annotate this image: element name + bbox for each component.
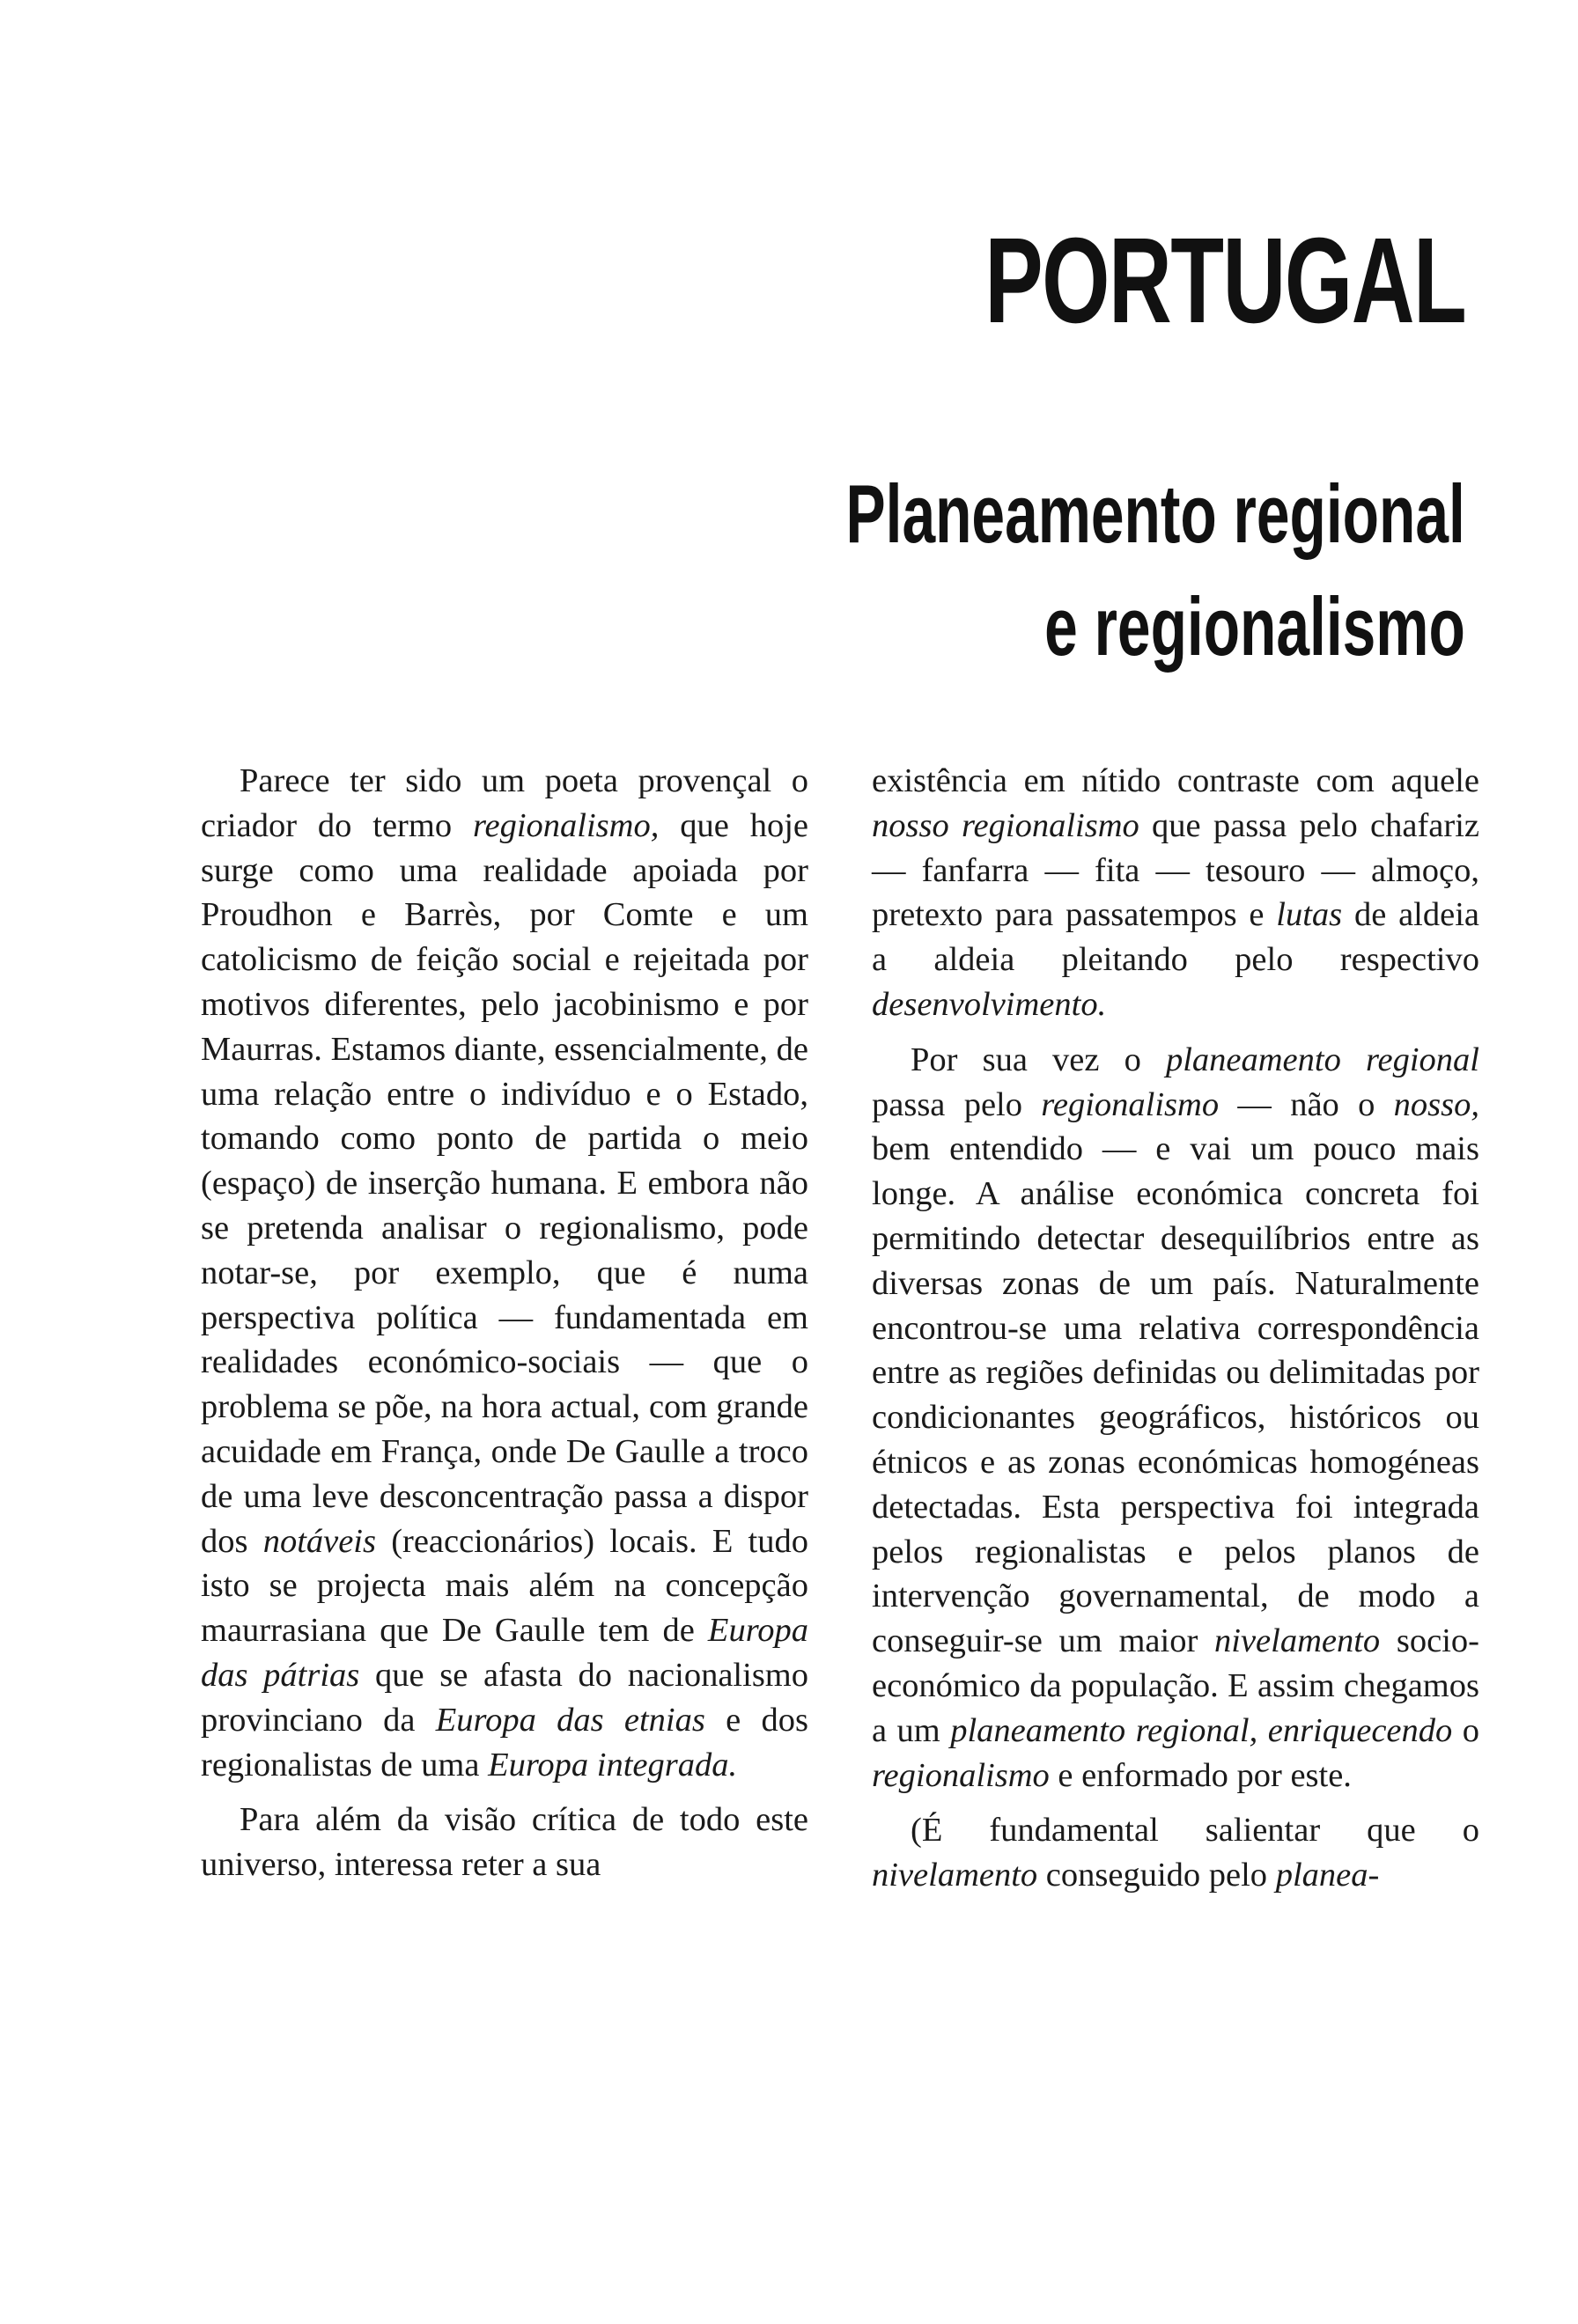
- text-run: que hoje surge como uma realidade apoiada por Proudhon e Barrès, por Comte e um catolicismo de feição social e rejeitada por motivos diferentes, pelo jacobinismo e por Maurras. Estamos diante, essencialmente, de uma relação entre o indivíduo e o Estado, tomando como ponto de partida o meio (espaço) de inserção humana. E embora não se pretenda analisar o regionalismo, pode notar-se, por exemplo, que é numa perspectiva política — fundamentada em realidades económico-sociais — que o problema se põe, na hora actual, com grande acuidade em França, onde De Gaulle a troco de uma leve desconcentração passa a dispor dos: [201, 806, 808, 1560]
- italic-run: lutas: [1276, 896, 1343, 934]
- text-run: Para além da visão crítica de todo este universo, interessa reter a sua: [201, 1801, 808, 1884]
- italic-run: regionalismo: [872, 1756, 1050, 1794]
- italic-run: nosso,: [1393, 1085, 1479, 1123]
- text-run: — não o: [1219, 1085, 1394, 1123]
- text-run: (É fundamental salientar que o: [911, 1812, 1479, 1850]
- italic-run: Europa das pátrias: [201, 1612, 808, 1694]
- paragraph-1: [201, 759, 808, 1787]
- text-run: que se afasta do nacionalismo provinciano da: [201, 1656, 808, 1739]
- paragraph-2: [201, 1798, 808, 1887]
- text-run: e dos regionalistas de uma: [201, 1701, 808, 1783]
- subtitle-line-1: Planeamento regional: [845, 467, 1465, 560]
- italic-run: Europa integrada.: [488, 1746, 738, 1783]
- text-run: [1257, 1712, 1267, 1749]
- text-run: passa pelo: [872, 1085, 1042, 1123]
- paragraph-4: [872, 1038, 1479, 1798]
- italic-run: regionalismo,: [472, 806, 660, 844]
- italic-run: notáveis: [262, 1522, 376, 1560]
- article-column-right: [872, 759, 1479, 1908]
- text-run: conseguido pelo: [1037, 1857, 1276, 1894]
- text-run: bem entendido — e vai um pouco mais longe. A análise económica concreta foi permitindo detectar desequilíbrios entre as diversas zonas de um país. Naturalmente encontrou-se uma relativa correspondência entre as regiões definidas ou delimitadas por condicionantes geográficos, históricos ou étnicos e as zonas económicas homogéneas detectadas. Esta perspectiva foi integrada pelos regionalistas e pelos planos de intervenção governamental, de modo a conseguir-se um maior: [872, 1130, 1479, 1660]
- article-subtitle: [846, 458, 1465, 683]
- text-run: o: [1452, 1711, 1480, 1749]
- text-run: de aldeia a aldeia pleitando pelo respectivo: [872, 896, 1479, 979]
- italic-run: nivelamento: [872, 1857, 1038, 1894]
- italic-run: regionalismo: [1041, 1085, 1220, 1123]
- page-title: PORTUGAL: [984, 213, 1465, 349]
- italic-run: planea-: [1275, 1857, 1380, 1894]
- italic-run: Europa das etnias: [435, 1701, 705, 1739]
- italic-run: desenvolvimento.: [872, 985, 1107, 1023]
- italic-run: nosso regionalismo: [872, 806, 1139, 844]
- text-run: Parece ter sido um poeta provençal o criador do termo: [201, 762, 808, 844]
- text-run: que passa pelo chafariz — fanfarra — fita — tesouro — almoço, pretexto para passatempos e: [872, 806, 1479, 934]
- subtitle-line-2: e regionalismo: [1044, 580, 1465, 673]
- italic-run: nivelamento: [1214, 1622, 1381, 1660]
- italic-run: enriquecendo: [1267, 1711, 1453, 1749]
- text-run: socio-económico da população. E assim chegamos a um: [872, 1622, 1479, 1749]
- article-column-left: [201, 759, 808, 1898]
- italic-run: planeamento regional,: [950, 1711, 1258, 1749]
- paragraph-5: [872, 1808, 1479, 1898]
- text-run: Por sua vez o: [911, 1041, 1166, 1078]
- text-run: existência em nítido contraste com aquele: [872, 762, 1479, 799]
- paragraph-3: [872, 759, 1479, 1027]
- text-run: (reaccionários) locais. E tudo isto se projecta mais além na concepção maurrasiana que De Gaulle tem de: [201, 1522, 809, 1650]
- text-run: e enformado por este.: [1049, 1756, 1352, 1794]
- italic-run: planeamento regional: [1165, 1041, 1479, 1078]
